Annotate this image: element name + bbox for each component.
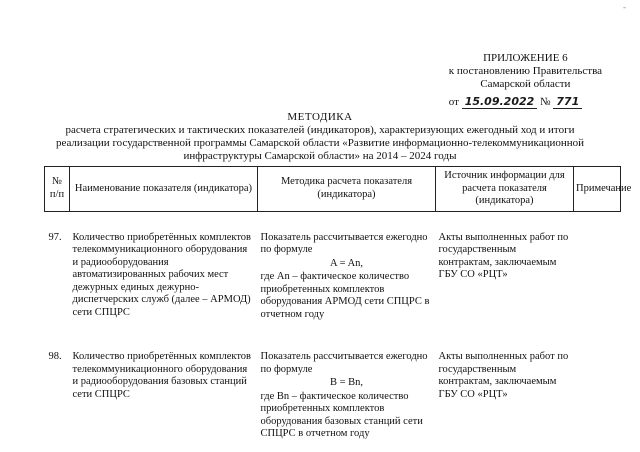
- row-method: [258, 349, 436, 443]
- indicators-table: [44, 166, 632, 443]
- table-row: [45, 230, 621, 324]
- method-intro: Показатель рассчитывается ежегодно по формуле: [260, 231, 428, 255]
- method-where: где Bn – фактическое количество приобретенных комплектов оборудования базовых станций сети СПЦРС в отчетном году: [260, 390, 423, 439]
- row-name: Количество приобретённых комплектов телекоммуникационного оборудования и радиооборудования автоматизированных рабочих мест дежурных единых дежурно-диспетчерских служб (далее – АРМОД) сети СПЦРС: [72, 231, 251, 318]
- document-title-block: [40, 111, 600, 163]
- document-subtitle: расчета стратегических и тактических показателей (индикаторов), характеризующих ежегодный ход и итоги реализации государственной программы Самарской области «Развитие информационно-телекоммуникационной инфраструктуры Самарской области» на 2014 – 2024 годы: [55, 124, 585, 162]
- header-name: Наименование показателя (индикатора): [70, 167, 258, 212]
- method-where: где An – фактическое количество приобретенных комплектов оборудования АРМОД сети СПЦРС в отчетном году: [260, 271, 430, 320]
- row-num: 98.: [48, 351, 62, 362]
- spacer-row: [45, 211, 621, 230]
- number-label: №: [540, 96, 551, 108]
- row-method: [258, 230, 436, 324]
- document-title: МЕТОДИКА: [287, 111, 353, 123]
- row-num: 97.: [48, 231, 62, 243]
- appendix-date-number: [449, 95, 602, 109]
- appendix-line-3: Самарской области: [480, 78, 571, 90]
- appendix-line-2: к постановлению Правительства: [448, 65, 602, 77]
- formula: B = Bn,: [329, 377, 364, 388]
- table-row: [45, 349, 621, 443]
- table-header-row: [45, 167, 621, 212]
- header-method: Методика расчета показателя (индикатора): [258, 167, 436, 212]
- row-note: [574, 230, 621, 324]
- row-name: Количество приобретённых комплектов телекоммуникационного оборудования и радиооборудования базовых станций сети СПЦРС: [72, 351, 251, 400]
- method-intro: Показатель рассчитывается ежегодно по формуле: [260, 351, 428, 375]
- from-label: от: [448, 96, 459, 108]
- spacer-row: [45, 323, 621, 349]
- row-source: Акты выполненных работ по государственным контрактам, заключаемым ГБУ СО «РЦТ»: [438, 231, 569, 280]
- row-source: Акты выполненных работ по государственным контрактам, заключаемым ГБУ СО «РЦТ»: [438, 351, 569, 400]
- header-source: Источник информации для расчета показателя (индикатора): [436, 167, 574, 212]
- formula: A = An,: [329, 257, 364, 269]
- appendix-title: ПРИЛОЖЕНИЕ 6: [483, 52, 568, 64]
- handwritten-number: 771: [553, 95, 582, 109]
- handwritten-date: 15.09.2022: [462, 95, 538, 109]
- header-num: № п/п: [45, 167, 70, 212]
- appendix-block: [449, 52, 602, 109]
- header-note: Примечание: [574, 167, 621, 212]
- row-note: [574, 349, 621, 443]
- corner-mark: -: [623, 2, 626, 12]
